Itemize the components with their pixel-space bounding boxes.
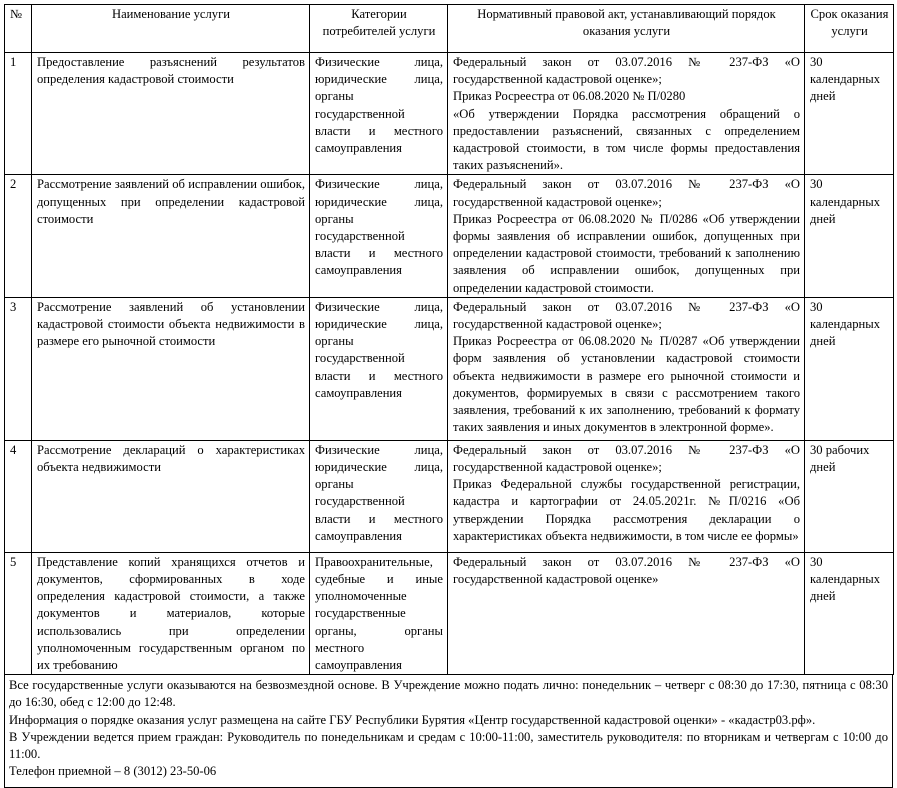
footer-line: Телефон приемной – 8 (3012) 23-50-06	[9, 764, 217, 779]
row-num: 4	[5, 440, 32, 552]
row-category: Правоохранительные, судебные и иные уполномоченные государственные органы, органы местного самоуправления	[310, 552, 448, 674]
act-line: «Об утверждении Порядка рассмотрения обращений о предоставлении разъяснений, связанных с определением кадастровой стоимости, в том числе формы предоставления таких разъяснений».	[453, 106, 800, 173]
row-num: 5	[5, 552, 32, 674]
table-header-row	[5, 5, 894, 53]
services-table	[4, 4, 894, 675]
row-name: Рассмотрение деклараций о характеристиках объекта недвижимости	[32, 440, 310, 552]
table-row	[5, 297, 894, 440]
row-num: 2	[5, 175, 32, 297]
services-document	[4, 4, 893, 788]
act-line: Приказ Федеральной службы государственной регистрации, кадастра и картографии от 24.05.2021г. №П/0216 «Об утверждении Порядка рассмотрения декларации о характеристиках объекта недвижимости, в том числе ее формы»	[453, 477, 800, 543]
header-num: №	[5, 5, 32, 53]
row-category: Физические лица, юридические лица, органы государственной власти и местного самоуправления	[310, 297, 448, 440]
act-line: Приказ Росреестра от 06.08.2020 № П/0287 «Об утверждении форм заявления об установлении кадастровой стоимости объекта недвижимости в размере его рыночной стоимости и документов, формируемых в связи с рассмотрением такого заявления, требований к их заполнению, требований к формату таких заявления и иных документов в электронной форме».	[453, 334, 800, 435]
footer-line: Все государственные услуги оказываются на безвозмездной основе. В Учреждение можно подать лично: понедельник – четверг с 08:30 до 17:30, пятница с 08:30 до 16:30, обед с 12:00 до 12:48.	[9, 678, 888, 710]
header-term: Срок оказания услуги	[805, 5, 894, 53]
footer-notes	[4, 675, 893, 788]
row-category: Физические лица, юридические лица, органы государственной власти и местного самоуправления	[310, 440, 448, 552]
header-act: Нормативный правовой акт, устанавливающий порядок оказания услуги	[448, 5, 805, 53]
footer-line: Информация о порядке оказания услуг размещена на сайте ГБУ Республики Бурятия «Центр государственной кадастровой оценки» - «кадастр03.рф».	[9, 712, 816, 727]
act-line: Приказ Росреестра от 06.08.2020 № П/0280	[453, 89, 686, 104]
table-row	[5, 440, 894, 552]
row-term: 30 рабочих дней	[805, 440, 894, 552]
row-name: Предоставление разъяснений результатов определения кадастровой стоимости	[32, 53, 310, 175]
row-act	[448, 175, 805, 297]
header-category: Категории потребителей услуги	[310, 5, 448, 53]
row-term: 30 календарных дней	[805, 552, 894, 674]
act-line: Федеральный закон от 03.07.2016 № 237-ФЗ «О государственной кадастровой оценке»;	[453, 299, 800, 332]
row-act	[448, 297, 805, 440]
act-line: Федеральный закон от 03.07.2016 № 237-ФЗ «О государственной кадастровой оценке»;	[453, 55, 800, 87]
row-act	[448, 552, 805, 674]
row-name: Рассмотрение заявлений об установлении кадастровой стоимости объекта недвижимости в размере его рыночной стоимости	[32, 297, 310, 440]
act-line: Федеральный закон от 03.07.2016 № 237-ФЗ «О государственной кадастровой оценке»;	[453, 177, 800, 209]
row-term: 30 календарных дней	[805, 53, 894, 175]
table-row	[5, 552, 894, 674]
row-category: Физические лица, юридические лица, органы государственной власти и местного самоуправления	[310, 175, 448, 297]
table-row	[5, 53, 894, 175]
act-line: Федеральный закон от 03.07.2016 № 237-ФЗ «О государственной кадастровой оценке»	[453, 554, 800, 587]
header-name: Наименование услуги	[32, 5, 310, 53]
row-category: Физические лица, юридические лица, органы государственной власти и местного самоуправления	[310, 53, 448, 175]
row-name: Рассмотрение заявлений об исправлении ошибок, допущенных при определении кадастровой стоимости	[32, 175, 310, 297]
act-line: Федеральный закон от 03.07.2016 № 237-ФЗ «О государственной кадастровой оценке»;	[453, 442, 800, 475]
table-row	[5, 175, 894, 297]
row-act	[448, 53, 805, 175]
row-act	[448, 440, 805, 552]
row-num: 3	[5, 297, 32, 440]
row-name: Представление копий хранящихся отчетов и документов, сформированных в ходе определения кадастровой стоимости, а также документов и материалов, которые использовались при определении уполномоченным государственным органом по их требованию	[32, 552, 310, 674]
act-line: Приказ Росреестра от 06.08.2020 № П/0286 «Об утверждении формы заявления об исправлении ошибок, допущенных при определении кадастровой стоимости, требований к заполнению заявления об исправлении ошибок, допущенных при определении кадастровой стоимости.	[453, 211, 800, 295]
row-term: 30 календарных дней	[805, 175, 894, 297]
row-term: 30 календарных дней	[805, 297, 894, 440]
row-num: 1	[5, 53, 32, 175]
footer-line: В Учреждении ведется прием граждан: Руководитель по понедельникам и средам с 10:00-11:00, заместитель руководителя: по вторникам и четвергам с 10:00 до 11:00.	[9, 729, 888, 762]
